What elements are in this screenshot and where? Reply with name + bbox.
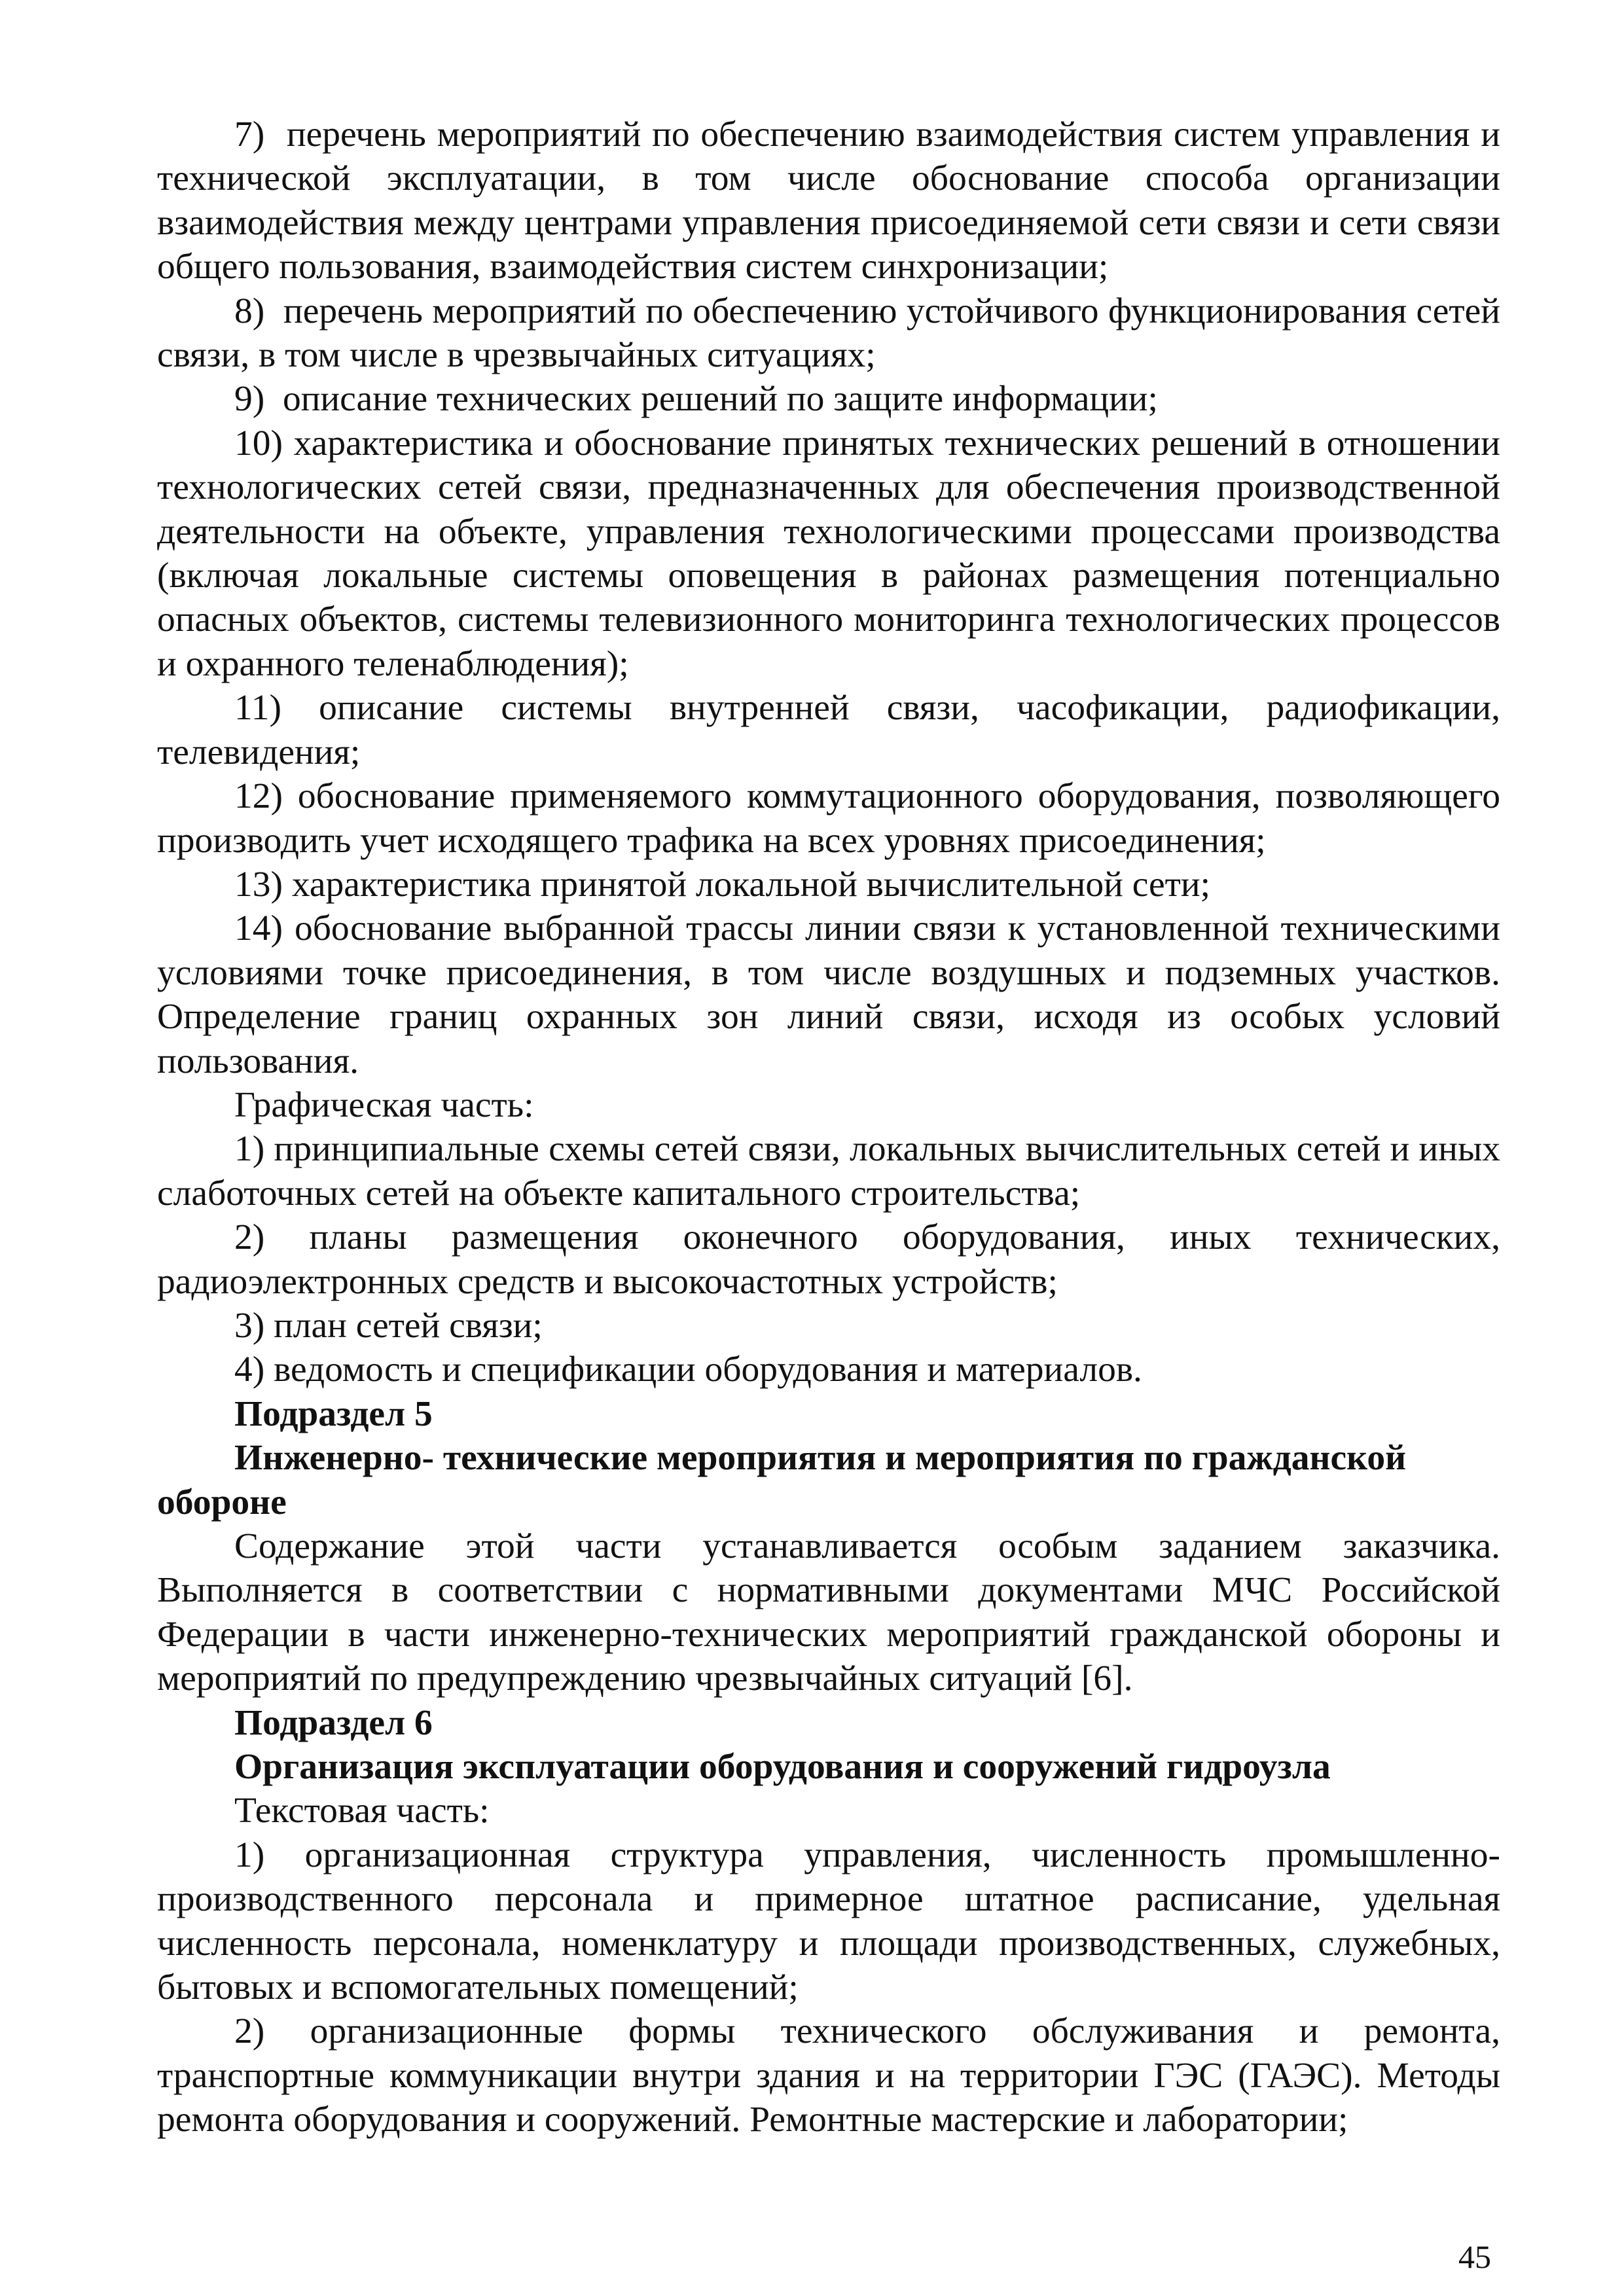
subsection-6-title: Организация эксплуатации оборудования и сооружений гидроузла: [234, 1747, 1331, 1787]
text-item-2: 2) организационные формы технического обслуживания и ремонта, транспортные коммуникации внутри здания и на территории ГЭС (ГАЭС). Методы ремонта оборудования и сооружений. Ремонтные мастерские и лаборатории;: [157, 2011, 1500, 2140]
text-part-label: Текстовая часть:: [234, 1791, 490, 1831]
graphic-item-3: 3) план сетей связи;: [234, 1305, 543, 1346]
subsection-5-body: Содержание этой части устанавливается особым заданием заказчика. Выполняется в соответствии с нормативными документами МЧС Российской Федерации в части инженерно-технических мероприятий гражданской обороны и мероприятий по предупреждению чрезвычайных ситуаций [6].: [157, 1526, 1500, 1699]
graphic-item-2: 2) планы размещения оконечного оборудования, иных технических, радиоэлектронных средств и высокочастотных устройств;: [157, 1217, 1500, 1302]
subsection-5-heading: Подраздел 5: [234, 1393, 433, 1434]
list-item-12: 12) обоснование применяемого коммутационного оборудования, позволяющего производить учет исходящего трафика на всех уровнях присоединения;: [157, 776, 1500, 861]
list-item-9: 9) описание технических решений по защите информации;: [234, 379, 1158, 420]
list-item-8: 8) перечень мероприятий по обеспечению устойчивого функционирования сетей связи, в том числе в чрезвычайных ситуациях;: [157, 291, 1500, 376]
list-item-13: 13) характеристика принятой локальной вычислительной сети;: [234, 864, 1211, 905]
list-item-11: 11) описание системы внутренней связи, часофикации, радиофикации, телевидения;: [157, 688, 1500, 772]
list-item-7: 7) перечень мероприятий по обеспечению взаимодействия систем управления и технической эксплуатации, в том числе обоснование способа организации взаимодействия между центрами управления присоединяемой сети связи и сети связи общего пользования, взаимодействия систем синхронизации;: [157, 115, 1500, 287]
text-item-1: 1) организационная структура управления, численность промышленно-производственного персонала и примерное штатное расписание, удельная численность персонала, номенклатуру и площади производственных, служебных, бытовых и вспомогательных помещений;: [157, 1835, 1500, 2008]
subsection-6-heading: Подраздел 6: [234, 1702, 433, 1743]
subsection-5-title: Инженерно- технические мероприятия и мероприятия по гражданской обороне: [157, 1438, 1407, 1522]
list-item-10: 10) характеристика и обоснование принятых технических решений в отношении технологических сетей связи, предназначенных для обеспечения производственной деятельности на объекте, управления технологическими процессами производства (включая локальные системы оповещения в районах размещения потенциально опасных объектов, системы телевизионного мониторинга технологических процессов и охранного теленаблюдения);: [157, 423, 1500, 684]
page-number: 45: [1458, 2238, 1491, 2275]
graphic-item-4: 4) ведомость и спецификации оборудования и материалов.: [234, 1350, 1142, 1390]
graphic-item-1: 1) принципиальные схемы сетей связи, локальных вычислительных сетей и иных слаботочных сетей на объекте капитального строительства;: [157, 1129, 1500, 1213]
document-body: [157, 113, 1500, 2142]
graphic-part-label: Графическая часть:: [234, 1085, 534, 1125]
list-item-14: 14) обоснование выбранной трассы линии связи к установленной техническими условиями точке присоединения, в том числе воздушных и подземных участков. Определение границ охранных зон линий связи, исходя из особых условий пользования.: [157, 908, 1500, 1081]
